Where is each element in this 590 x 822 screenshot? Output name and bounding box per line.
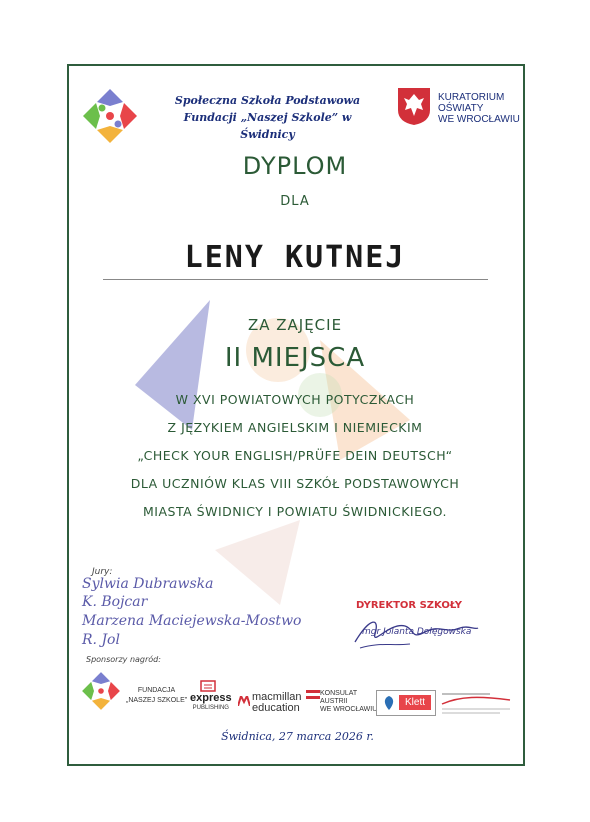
fundacja-line-1: FUNDACJA (137, 687, 176, 694)
diploma-title: DYPLOM (242, 152, 348, 180)
name-underline (103, 279, 488, 280)
issue-date: Świdnica, 27 marca 2026 r. (221, 730, 374, 743)
klett-logo (376, 690, 436, 716)
jury-signature-1: Sylwia Dubrawska (82, 576, 214, 592)
kuratorium-line-3: WE WROCŁAWIU (438, 114, 520, 125)
body-line-1: W XVI POWIATOWYCH POTYCZKACH (175, 392, 415, 407)
express-line-2: PUBLISHING (192, 705, 229, 711)
konsulat-sponsor (320, 690, 377, 714)
express-logo-icon (200, 680, 216, 692)
klett-leaf-icon (380, 694, 398, 712)
sponsors-label: Sponsorzy nagród: (86, 655, 161, 664)
jury-signature-4: R. Jol (82, 632, 120, 648)
jury-signature-2: K. Bojcar (82, 594, 148, 610)
school-name (160, 92, 375, 143)
express-line-1: express (190, 692, 232, 704)
fundacja-line-2: „NASZEJ SZKOLE” (126, 697, 188, 704)
school-name-line-1: Społeczna Szkoła Podstawowa (174, 94, 361, 107)
kuratorium-name (438, 92, 528, 125)
express-sponsor (190, 692, 232, 712)
jury-label: Jury: (92, 567, 113, 577)
macmillan-logo-icon (238, 696, 250, 706)
kuratorium-line-2: OŚWIATY (438, 103, 484, 114)
konsulat-line-3: WE WROCŁAWIU (320, 706, 378, 713)
macmillan-sponsor (252, 692, 302, 714)
recipient-name: LENY KUTNEJ (184, 240, 406, 275)
achievement-label: ZA ZAJĘCIE (247, 316, 343, 334)
body-line-2: Z JĘZYKIEM ANGIELSKIM I NIEMIECKIM (167, 420, 423, 435)
place-awarded: II MIEJSCA (224, 343, 366, 373)
polish-eagle-emblem-icon (396, 86, 432, 126)
goethe-logo-icon (440, 690, 512, 716)
for-label: DLA (280, 194, 310, 209)
director-title: DYREKTOR SZKOŁY (356, 600, 462, 611)
konsulat-line-2: AUSTRII (320, 698, 348, 705)
school-logo-icon (80, 86, 140, 146)
director-name: mgr Jolanta Dołęgowska (362, 627, 472, 637)
klett-label: Klett (399, 695, 431, 710)
fundacja-sponsor (126, 686, 187, 706)
fundacja-logo-icon (80, 670, 122, 712)
macmillan-line-2: education (252, 702, 300, 714)
body-line-4: DLA UCZNIÓW KLAS VIII SZKÓŁ PODSTAWOWYCH (130, 476, 460, 491)
konsulat-line-1: KONSULAT (320, 690, 358, 697)
austria-flag-icon (306, 690, 320, 699)
body-line-3: „CHECK YOUR ENGLISH/PRÜFE DEIN DEUTSCH“ (137, 448, 453, 463)
jury-signature-3: Marzena Maciejewska-Mostwo (82, 613, 302, 629)
body-line-5: MIASTA ŚWIDNICY I POWIATU ŚWIDNICKIEGO. (143, 504, 447, 519)
kuratorium-line-1: KURATORIUM (438, 92, 505, 103)
macmillan-line-1: macmillan (252, 691, 302, 703)
school-name-line-2: Fundacji „Naszej Szkole” w Świdnicy (183, 111, 352, 141)
